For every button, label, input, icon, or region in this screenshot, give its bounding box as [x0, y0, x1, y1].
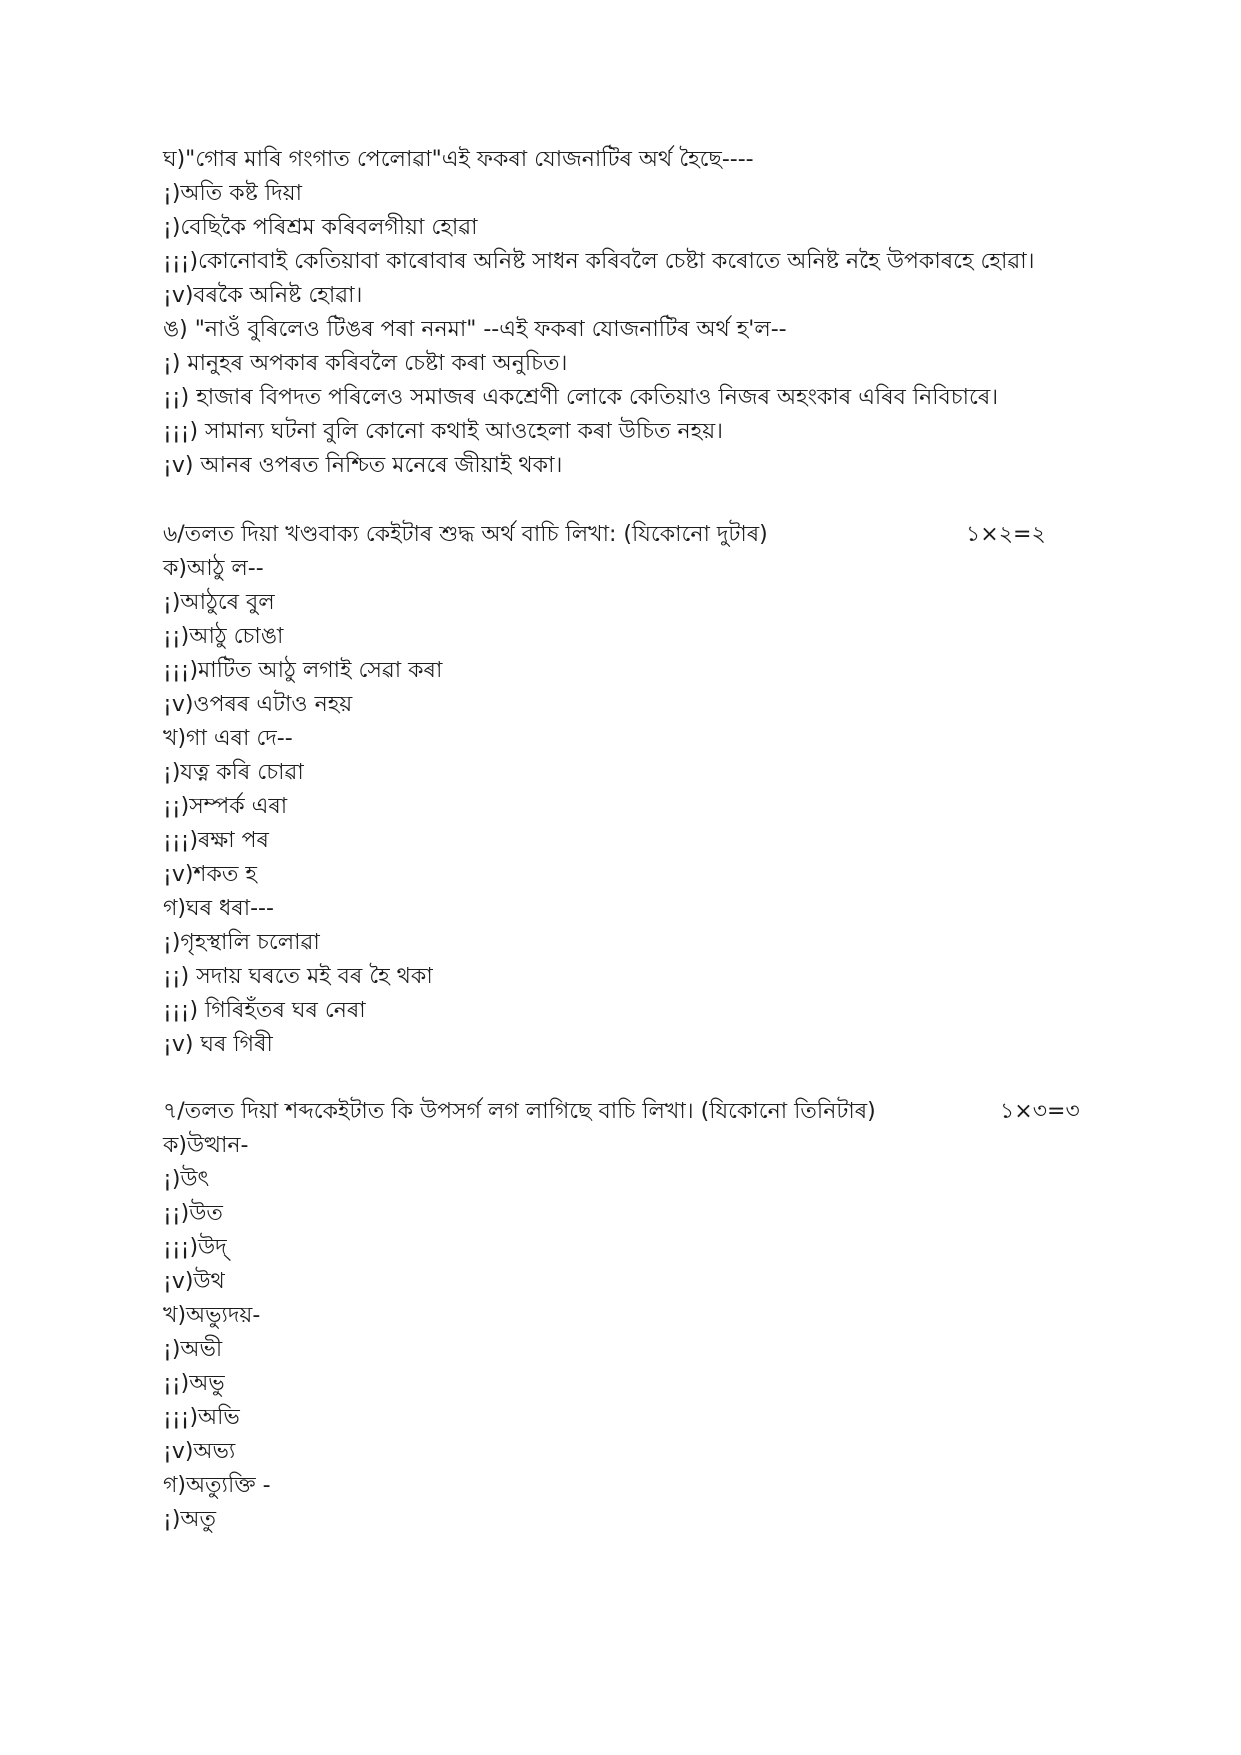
question-7-heading: ৭/তলত দিয়া শব্দকেইটাত কি উপসৰ্গ লগ লাগিছে বাচি লিখা। (যিকোনো তিনিটাৰ) [163, 1099, 876, 1124]
option-3: ¡¡¡)কোনোবাই কেতিয়াবা কাৰোবাৰ অনিষ্ট সাধন কৰিবলৈ চেষ্টা কৰোতে অনিষ্ট নহৈ উপকাৰহে হোৱা। [163, 249, 1035, 274]
question-7-ga-prompt: গ)অত্যুক্তি - [163, 1473, 271, 1498]
option-2: ¡)বেছিকৈ পৰিশ্ৰম কৰিবলগীয়া হোৱা [163, 215, 478, 240]
option-4: ¡v) ঘৰ গিৰী [163, 1032, 273, 1057]
question-6-heading: ৬/তলত দিয়া খণ্ডবাক্য কেইটাৰ শুদ্ধ অৰ্থ বাচি লিখা: (যিকোনো দুটাৰ) [163, 522, 768, 547]
option-1: ¡)আঠুৰে বুল [163, 590, 275, 615]
option-4: ¡v)ওপৰৰ এটাও নহয় [163, 692, 353, 717]
question-7-ka-prompt: ক)উত্থান- [163, 1133, 249, 1158]
option-3: ¡¡¡)অভি [163, 1405, 240, 1430]
question-uma-prompt: ঙ) "নাওঁ বুৰিলেও টিঙৰ পৰা ননমা" --এই ফকৰা যোজনাটিৰ অৰ্থ হ'ল-- [163, 317, 787, 342]
option-3: ¡¡¡)উদ্ [163, 1235, 227, 1260]
option-1: ¡)গৃহস্থালি চলোৱা [163, 930, 320, 955]
option-2: ¡¡) সদায় ঘৰতে মই বৰ হৈ থকা [163, 964, 433, 989]
option-1: ¡)অতি কষ্ট দিয়া [163, 181, 303, 206]
option-2: ¡¡)অভু [163, 1371, 225, 1396]
option-1: ¡) মানুহৰ অপকাৰ কৰিবলৈ চেষ্টা কৰা অনুচিত। [163, 351, 568, 376]
option-1: ¡)অতু [163, 1507, 216, 1532]
question-7-marks: ১×৩=৩ [1000, 1099, 1080, 1124]
option-1: ¡)যত্ন কৰি চোৱা [163, 760, 304, 785]
option-3: ¡¡¡) গিৰিহঁতৰ ঘৰ নেৰা [163, 998, 366, 1023]
option-4: ¡v)উথ [163, 1269, 225, 1294]
question-gha-prompt: ঘ)"গোৰ মাৰি গংগাত পেলোৱা"এই ফকৰা যোজনাটিৰ অৰ্থ হৈছে---- [163, 147, 754, 172]
option-4: ¡v) আনৰ ওপৰত নিশ্চিত মনেৰে জীয়াই থকা। [163, 453, 563, 478]
option-4: ¡v)অভ্য [163, 1439, 236, 1464]
option-4: ¡v)শকত হ [163, 862, 257, 887]
option-3: ¡¡¡) সামান্য ঘটনা বুলি কোনো কথাই আওহেলা কৰা উচিত নহয়। [163, 419, 724, 444]
question-7-kha-prompt: খ)অভ্যুদয়- [163, 1303, 261, 1328]
option-2: ¡¡)উত [163, 1201, 223, 1226]
question-6-ga-prompt: গ)ঘৰ ধৰা--- [163, 896, 274, 921]
question-6-ka-prompt: ক)আঠু ল-- [163, 556, 264, 581]
option-3: ¡¡¡)মাটিত আঠু লগাই সেৱা কৰা [163, 658, 443, 683]
option-2: ¡¡)সম্পৰ্ক এৰা [163, 794, 288, 819]
option-2: ¡¡) হাজাৰ বিপদত পৰিলেও সমাজৰ একশ্ৰেণী লোকে কেতিয়াও নিজৰ অহংকাৰ এৰিব নিবিচাৰে। [163, 385, 999, 410]
question-6-kha-prompt: খ)গা এৰা দে-- [163, 726, 293, 751]
option-2: ¡¡)আঠু চোঙা [163, 624, 284, 649]
option-1: ¡)উৎ [163, 1167, 210, 1192]
option-4: ¡v)বৰকৈ অনিষ্ট হোৱা। [163, 283, 363, 308]
option-3: ¡¡¡)ৰক্ষা পৰ [163, 828, 269, 853]
question-6-marks: ১×২=২ [966, 522, 1046, 547]
option-1: ¡)অভী [163, 1337, 223, 1362]
